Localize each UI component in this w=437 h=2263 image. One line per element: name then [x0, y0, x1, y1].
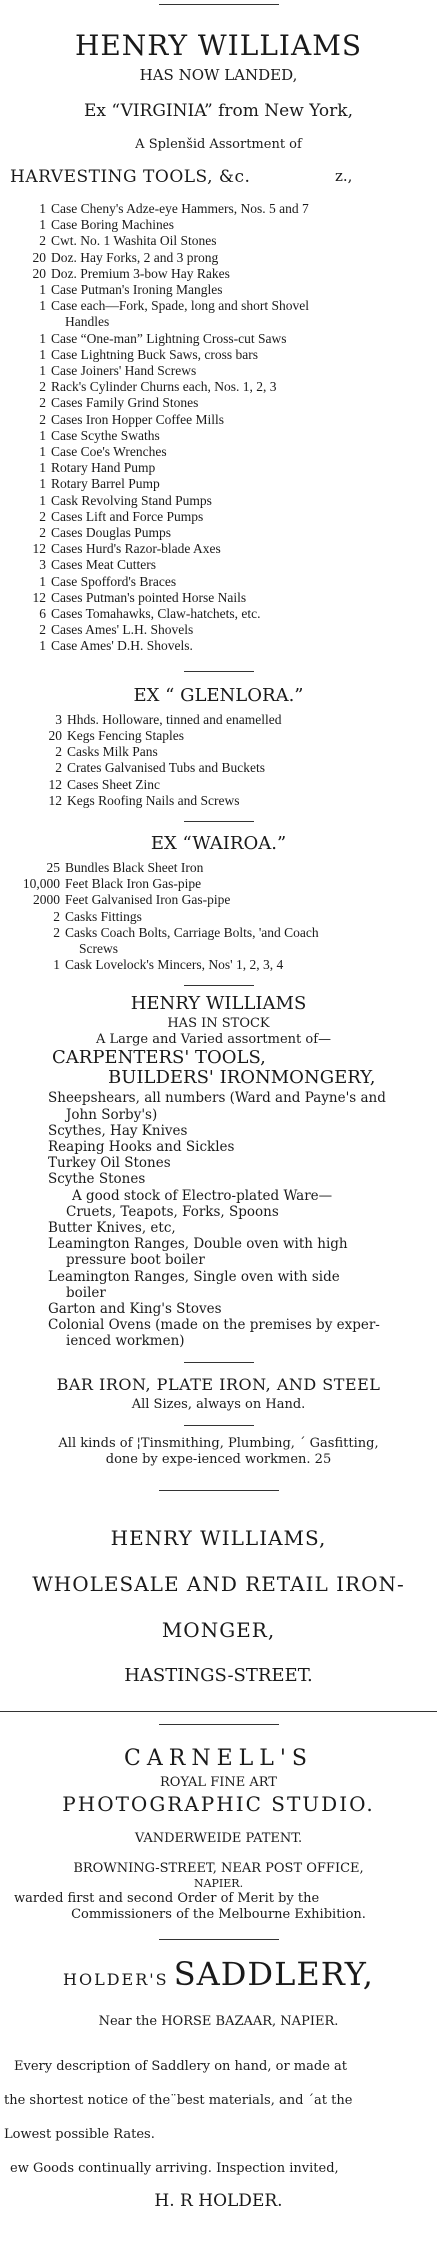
stock-item: Scythes, Hay Knives — [48, 1122, 188, 1139]
item-quantity: 1 — [39, 298, 46, 314]
stock-item: pressure boot boiler — [66, 1252, 205, 1269]
splendid-assortment: A Splenšid Assortment of — [135, 137, 302, 152]
list-item — [0, 622, 433, 638]
virginia-items-list — [0, 201, 437, 655]
divider — [184, 821, 254, 822]
item-quantity — [8, 941, 65, 957]
list-item — [24, 793, 433, 809]
item-quantity: 2000 — [33, 892, 60, 908]
stock-item: John Sorby's) — [66, 1106, 158, 1123]
harvesting-heading — [0, 167, 437, 189]
item-description: Casks Fittings — [65, 908, 142, 924]
item-description: Cases Meat Cutters — [51, 557, 156, 573]
list-item — [0, 201, 433, 217]
list-item — [0, 444, 433, 460]
wairoa-items-list — [0, 860, 437, 973]
list-item — [24, 728, 433, 744]
list-item — [0, 606, 433, 622]
item-description: Cases Family Grind Stones — [51, 395, 199, 411]
footer-monger: MONGER, — [161, 1617, 276, 1642]
tinsmithing-line: All kinds of ¦Tinsmithing, Plumbing, ´ Gasfitting, — [58, 1435, 379, 1451]
item-quantity: 12 — [48, 776, 62, 792]
has-now-landed: HAS NOW LANDED, — [139, 66, 298, 84]
list-item — [8, 892, 433, 908]
divider — [184, 1362, 254, 1363]
stock-item: Leamington Ranges, Single oven with side — [48, 1268, 340, 1285]
footer-street: HASTINGS-STREET. — [124, 1664, 313, 1686]
list-item — [0, 395, 433, 411]
stock-item: A good stock of Electro-plated Ware— — [72, 1187, 333, 1204]
section-rule — [0, 1711, 437, 1712]
all-sizes: All Sizes, always on Hand. — [131, 1396, 306, 1412]
stock-item: Leamington Ranges, Double oven with high — [48, 1236, 348, 1253]
item-description: Case Cheny's Adze-eye Hammers, Nos. 5 and 7 — [51, 201, 309, 216]
item-description: Kegs Roofing Nails and Screws — [67, 792, 240, 808]
stock-item: Reaping Hooks and Sickles — [48, 1138, 235, 1155]
list-item — [0, 250, 433, 266]
stock-item: ienced workmen) — [66, 1333, 185, 1350]
list-item — [24, 712, 433, 728]
vanderweide-patent: VANDERWEIDE PATENT. — [134, 1830, 303, 1846]
item-quantity: 2 — [39, 622, 46, 638]
divider — [184, 671, 254, 672]
holders: HOLDER'S — [63, 1969, 169, 1989]
list-item — [8, 957, 433, 973]
napier: NAPIER. — [193, 1876, 244, 1890]
item-quantity: 1 — [39, 476, 46, 492]
item-description: Cwt. No. 1 Washita Oil Stones — [51, 233, 217, 249]
list-item — [8, 909, 433, 925]
item-description: Casks Milk Pans — [67, 744, 158, 760]
item-description: Rack's Cylinder Churns each, Nos. 1, 2, 3 — [51, 379, 277, 395]
item-description: Cases Hurd's Razor-blade Axes — [51, 541, 221, 557]
saddlery-line-4: ew Goods continually arriving. Inspection invited, — [10, 2160, 339, 2176]
item-quantity: 2 — [55, 760, 62, 776]
item-quantity: 1 — [39, 363, 46, 379]
item-quantity: 3 — [55, 711, 62, 727]
divider — [184, 1425, 254, 1426]
award-line-2: Commissioners of the Melbourne Exhibition. — [71, 1906, 366, 1922]
list-item — [8, 941, 433, 957]
item-description: Cases Ames' L.H. Shovels — [51, 622, 194, 638]
item-description: Cases Tomahawks, Claw-hatchets, etc. — [51, 606, 261, 622]
tinsmithing-line-2: done by expe-ienced workmen. 25 — [105, 1451, 332, 1467]
stray-mark: z., — [335, 167, 353, 185]
list-item — [0, 347, 433, 363]
item-description: Cases Putman's pointed Horse Nails — [51, 589, 247, 605]
item-quantity: 2 — [39, 525, 46, 541]
list-item — [0, 314, 433, 330]
item-description: Case Scythe Swaths — [51, 427, 160, 443]
list-item — [0, 574, 433, 590]
ship-virginia: Ex “VIRGINIA” from New York, — [84, 101, 353, 121]
harvesting-tools: HARVESTING TOOLS, &c. — [10, 167, 251, 187]
item-quantity: 1 — [39, 638, 46, 654]
item-description: Case each—Fork, Spade, long and short Shovel — [51, 298, 309, 314]
list-item — [8, 925, 433, 941]
item-quantity: 1 — [39, 492, 46, 508]
list-item — [0, 590, 433, 606]
item-description: Doz. Hay Forks, 2 and 3 prong — [51, 249, 219, 265]
item-quantity: 25 — [46, 859, 60, 875]
item-description: Screws — [79, 940, 118, 956]
item-quantity: 2 — [39, 233, 46, 249]
item-quantity: 6 — [39, 606, 46, 622]
browning-street: BROWNING-STREET, NEAR POST OFFICE, — [73, 1860, 364, 1876]
award-line-1: warded first and second Order of Merit by the — [14, 1890, 320, 1906]
item-description: Case Lightning Buck Saws, cross bars — [51, 346, 258, 362]
item-description: Rotary Barrel Pump — [51, 476, 160, 492]
saddlery: SADDLERY, — [173, 1954, 374, 1993]
holder-signature: H. R HOLDER. — [154, 2190, 283, 2211]
item-quantity: 1 — [39, 573, 46, 589]
item-description: Feet Black Iron Gas-pipe — [65, 876, 202, 892]
item-description: Case Spofford's Braces — [51, 573, 177, 589]
item-quantity: 20 — [32, 265, 46, 281]
list-item — [0, 541, 433, 557]
list-item — [0, 493, 433, 509]
holders-saddlery-heading — [0, 1954, 437, 2000]
footer-wholesale: WHOLESALE AND RETAIL IRON- — [32, 1571, 405, 1596]
item-quantity: 2 — [53, 908, 60, 924]
list-item — [8, 860, 433, 876]
advertiser-name: HENRY WILLIAMS — [74, 29, 363, 62]
saddlery-line-3: Lowest possible Rates. — [4, 2126, 155, 2142]
list-item — [0, 460, 433, 476]
item-description: Case Ames' D.H. Shovels. — [51, 638, 193, 654]
in-stock-items-list — [0, 1090, 437, 1349]
item-description: Feet Galvanised Iron Gas-pipe — [65, 892, 231, 908]
item-quantity: 1 — [39, 427, 46, 443]
list-item — [0, 363, 433, 379]
list-item — [0, 525, 433, 541]
item-description: Case Boring Machines — [51, 217, 174, 233]
divider — [159, 1939, 279, 1940]
item-quantity: 1 — [39, 201, 46, 216]
list-item — [0, 266, 433, 282]
builders-ironmongery: BUILDERS' IRONMONGERY, — [108, 1067, 376, 1089]
has-in-stock: HAS IN STOCK — [167, 1016, 270, 1032]
list-item — [0, 233, 433, 249]
item-description: Bundles Black Sheet Iron — [65, 859, 204, 875]
item-description: Rotary Hand Pump — [51, 460, 156, 476]
list-item — [0, 331, 433, 347]
saddlery-line-2: the shortest notice of the¨best materials, and ´at the — [4, 2092, 353, 2108]
item-description: Doz. Premium 3-bow Hay Rakes — [51, 265, 230, 281]
item-description: Kegs Fencing Staples — [67, 727, 184, 743]
royal-fine-art: ROYAL FINE ART — [160, 1774, 277, 1790]
item-quantity: 2 — [39, 379, 46, 395]
list-item — [0, 379, 433, 395]
item-quantity: 20 — [48, 727, 62, 743]
in-stock-name: HENRY WILLIAMS — [130, 993, 307, 1015]
item-quantity: 12 — [48, 792, 62, 808]
carpenters-tools: CARPENTERS' TOOLS, — [52, 1047, 266, 1069]
item-quantity: 12 — [32, 589, 46, 605]
ex-glenlora-heading: EX “ GLENLORA.” — [133, 684, 304, 706]
item-description: Case Joiners' Hand Screws — [51, 363, 197, 379]
stock-item: Colonial Ovens (made on the premises by exper- — [48, 1317, 380, 1334]
stock-item: Garton and King's Stoves — [48, 1300, 222, 1317]
item-description: Cask Lovelock's Mincers, Nos' 1, 2, 3, 4 — [65, 957, 284, 973]
footer-name: HENRY WILLIAMS, — [110, 1525, 327, 1550]
item-description: Casks Coach Bolts, Carriage Bolts, 'and Coach — [65, 924, 319, 940]
glenlora-items-list — [0, 712, 437, 809]
item-description: Cases Sheet Zinc — [67, 776, 160, 792]
item-description: Case “One-man” Lightning Cross-cut Saws — [51, 330, 287, 346]
list-item — [24, 760, 433, 776]
bar-iron-heading: BAR IRON, PLATE IRON, AND STEEL — [56, 1374, 381, 1394]
item-description: Cask Revolving Stand Pumps — [51, 492, 212, 508]
item-quantity: 1 — [39, 217, 46, 233]
stock-item: Scythe Stones — [48, 1171, 146, 1188]
item-description: Hhds. Holloware, tinned and enamelled — [67, 711, 282, 727]
stock-item: Cruets, Teapots, Forks, Spoons — [66, 1203, 279, 1220]
item-quantity: 20 — [32, 249, 46, 265]
item-quantity: 2 — [39, 395, 46, 411]
item-description: Handles — [65, 314, 110, 330]
stock-item: Turkey Oil Stones — [48, 1155, 171, 1172]
stock-item: boiler — [66, 1284, 106, 1301]
item-quantity: 2 — [55, 744, 62, 760]
ex-wairoa-heading: EX “WAIROA.” — [150, 832, 287, 854]
item-quantity: 2 — [53, 924, 60, 940]
item-description: Case Coe's Wrenches — [51, 444, 167, 460]
item-description: Cases Lift and Force Pumps — [51, 508, 204, 524]
list-item — [0, 412, 433, 428]
list-item — [0, 217, 433, 233]
item-quantity: 2 — [39, 411, 46, 427]
item-quantity: 1 — [39, 444, 46, 460]
item-quantity: 1 — [39, 460, 46, 476]
item-description: Crates Galvanised Tubs and Buckets — [67, 760, 265, 776]
large-assortment: A Large and Varied assortment of— — [95, 1032, 332, 1048]
item-quantity: 10,000 — [22, 876, 60, 892]
list-item — [0, 638, 433, 654]
item-quantity: 12 — [32, 541, 46, 557]
carnells-name: CARNELL'S — [124, 1745, 313, 1771]
divider — [159, 1490, 279, 1491]
photographic-studio: PHOTOGRAPHIC STUDIO. — [62, 1791, 375, 1816]
item-quantity: 1 — [39, 330, 46, 346]
stock-item: Sheepshears, all numbers (Ward and Payne's and — [48, 1090, 386, 1107]
item-quantity: 1 — [53, 957, 60, 973]
item-quantity: 1 — [39, 346, 46, 362]
divider — [159, 1724, 279, 1725]
list-item — [0, 509, 433, 525]
stock-item: Butter Knives, etc, — [48, 1219, 176, 1236]
list-item — [0, 282, 433, 298]
item-description: Cases Iron Hopper Coffee Mills — [51, 411, 224, 427]
list-item — [24, 744, 433, 760]
item-quantity: 2 — [39, 508, 46, 524]
item-quantity — [0, 314, 51, 330]
item-quantity: 1 — [39, 282, 46, 298]
list-item — [0, 476, 433, 492]
list-item — [24, 777, 433, 793]
list-item — [0, 557, 433, 573]
list-item — [0, 428, 433, 444]
list-item — [8, 876, 433, 892]
divider — [184, 985, 254, 986]
item-description: Cases Douglas Pumps — [51, 525, 172, 541]
saddlery-line-1: Every description of Saddlery on hand, or made at — [14, 2058, 347, 2074]
near-horse-bazaar: Near the HORSE BAZAAR, NAPIER. — [98, 2013, 339, 2029]
item-quantity: 3 — [39, 557, 46, 573]
list-item — [0, 298, 433, 314]
item-description: Case Putman's Ironing Mangles — [51, 282, 223, 298]
